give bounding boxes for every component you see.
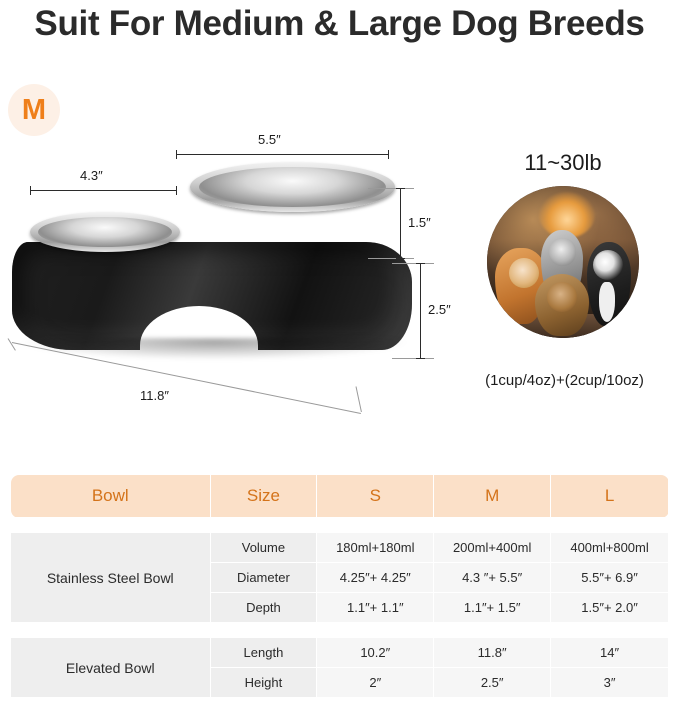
table-row — [11, 533, 669, 563]
cell-volume-m: 200ml+400ml — [434, 533, 551, 563]
dog-boston-terrier-chest — [599, 282, 615, 322]
product-illustration — [0, 130, 470, 455]
cell-length-s: 10.2″ — [317, 638, 434, 668]
table-gap — [11, 518, 669, 533]
group-label-elevated: Elevated Bowl — [11, 638, 211, 698]
header-s: S — [317, 475, 434, 518]
dim-label-stand-length: 11.8″ — [140, 388, 169, 403]
table-gap — [11, 623, 669, 638]
cell-length-m: 11.8″ — [434, 638, 551, 668]
dim-label-stand-height: 2.5″ — [428, 302, 451, 317]
cell-diameter-s: 4.25″+ 4.25″ — [317, 563, 434, 593]
table-row — [11, 638, 669, 668]
cell-volume-s: 180ml+180ml — [317, 533, 434, 563]
dim-guide — [392, 358, 434, 359]
group-label-stainless: Stainless Steel Bowl — [11, 533, 211, 623]
dim-tick — [30, 186, 31, 195]
capacity-label: (1cup/4oz)+(2cup/10oz) — [485, 372, 644, 389]
cell-depth-m: 1.1″+ 1.5″ — [434, 593, 551, 623]
cell-volume-l: 400ml+800ml — [551, 533, 669, 563]
dim-guide — [356, 386, 362, 412]
page-title: Suit For Medium & Large Dog Breeds — [34, 4, 645, 43]
dim-tick — [396, 188, 405, 189]
cell-height-l: 3″ — [551, 668, 669, 698]
dim-label-big-bowl: 5.5″ — [258, 132, 281, 147]
table-header-row — [11, 475, 669, 518]
dim-tick — [396, 258, 405, 259]
row-label-depth: Depth — [210, 593, 317, 623]
dim-line-stand-height — [420, 263, 421, 358]
cell-diameter-l: 5.5″+ 6.9″ — [551, 563, 669, 593]
size-badge — [8, 84, 60, 136]
small-bowl-inner — [38, 217, 172, 247]
header-bowl: Bowl — [11, 475, 211, 518]
dog-schnauzer-face — [549, 238, 576, 266]
dim-tick — [416, 263, 425, 264]
stand-shadow — [18, 338, 410, 360]
dim-tick — [176, 186, 177, 195]
dim-line-small-bowl — [30, 190, 176, 191]
cell-depth-s: 1.1″+ 1.1″ — [317, 593, 434, 623]
dim-line-bowl-depth — [400, 188, 401, 258]
header-m: M — [434, 475, 551, 518]
row-label-height: Height — [210, 668, 317, 698]
dim-line-big-bowl — [176, 154, 388, 155]
weight-range-label: 11~30lb — [524, 150, 602, 175]
spec-table-wrapper — [10, 474, 669, 698]
elevated-stand — [12, 242, 412, 372]
dim-guide — [368, 188, 414, 189]
header-size: Size — [210, 475, 317, 518]
dim-guide — [368, 258, 414, 259]
dim-tick — [388, 150, 389, 159]
size-badge-label: M — [21, 93, 47, 126]
dim-label-small-bowl: 4.3″ — [80, 168, 103, 183]
row-label-volume: Volume — [210, 533, 317, 563]
cell-diameter-m: 4.3 ″+ 5.5″ — [434, 563, 551, 593]
dim-guide — [392, 263, 434, 264]
cell-length-l: 14″ — [551, 638, 669, 668]
dog-corgi-face — [509, 258, 539, 288]
cell-depth-l: 1.5″+ 2.0″ — [551, 593, 669, 623]
header-l: L — [551, 475, 669, 518]
dim-tick — [416, 358, 425, 359]
row-label-length: Length — [210, 638, 317, 668]
row-label-diameter: Diameter — [210, 563, 317, 593]
cell-height-s: 2″ — [317, 668, 434, 698]
dog-boston-terrier-face — [593, 250, 623, 280]
dim-label-bowl-depth: 1.5″ — [408, 215, 431, 230]
large-bowl-inner — [199, 167, 386, 207]
dim-tick — [176, 150, 177, 159]
spec-table — [10, 474, 669, 698]
dog-poodle-face — [547, 282, 577, 312]
cell-height-m: 2.5″ — [434, 668, 551, 698]
dogs-photo — [487, 186, 639, 338]
